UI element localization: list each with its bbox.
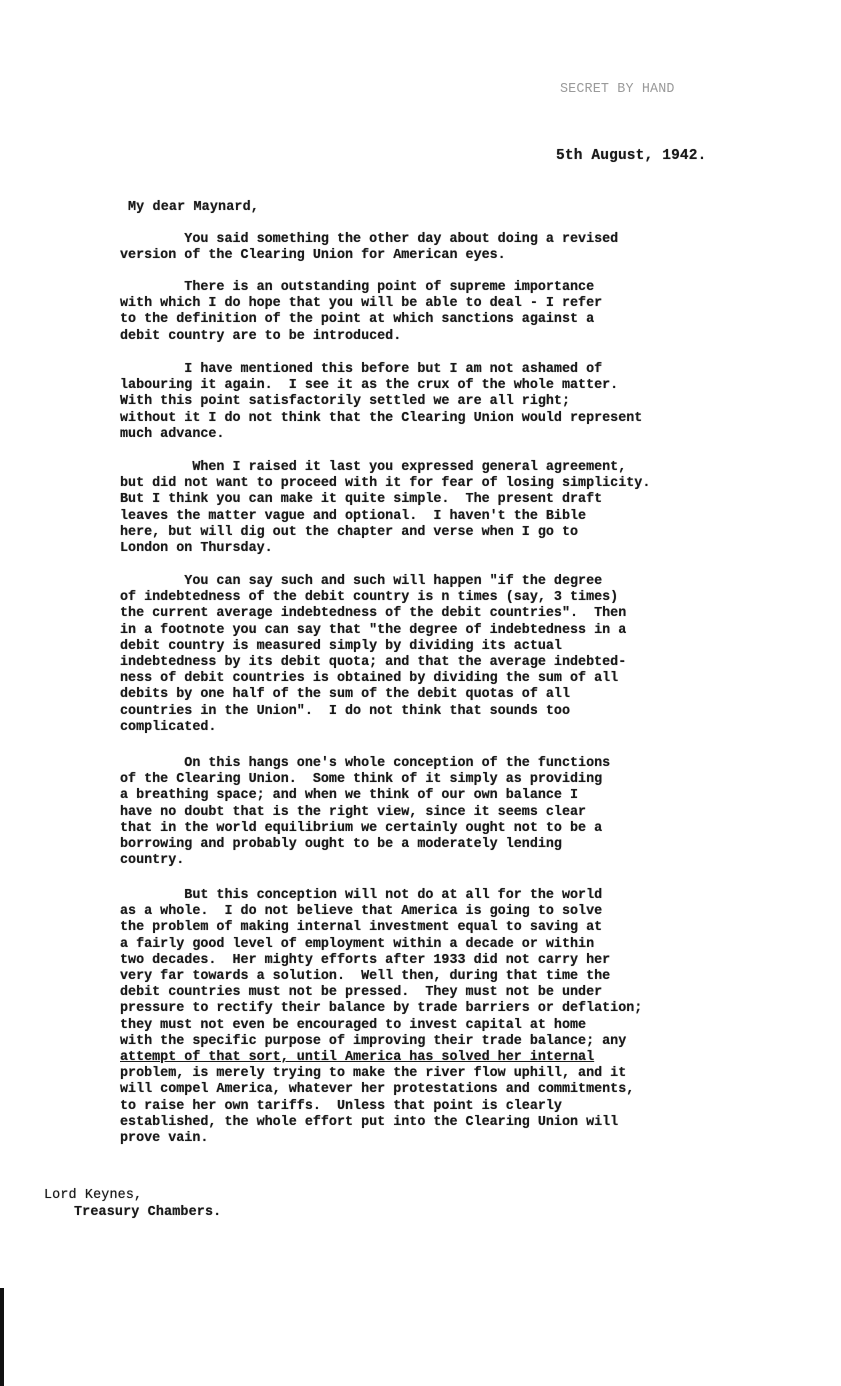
paragraph-line: London on Thursday. [120,541,273,557]
paragraph-line: the problem of making internal investment equal to saving at [120,920,603,936]
paragraph-line: as a whole. I do not believe that America is going to solve [120,904,603,920]
paragraph-line: I have mentioned this before but I am not ashamed of [120,362,603,377]
paragraph-line: much advance. [120,426,225,442]
paragraph-4 [120,460,770,557]
paragraph-line: with the specific purpose of improving their trade balance; any [120,1033,627,1049]
paragraph-line: the current average indebtedness of the debit countries". Then [120,606,627,622]
paragraph-line: country. [120,853,185,869]
paragraph-line: have no doubt that is the right view, since it seems clear [120,804,587,820]
paragraph-line: You can say such and such will happen "if the degree [120,574,603,589]
paragraph-line: a breathing space; and when we think of our own balance I [120,788,579,804]
paragraph-line: You said something the other day about doing a revised [120,232,619,247]
paragraph-line: pressure to rectify their balance by trade barriers or deflation; [120,1001,643,1017]
paragraph-6 [120,756,770,869]
paragraph-line: version of the Clearing Union for American eyes. [120,248,506,264]
paragraph-line: prove vain. [120,1131,209,1147]
paragraph-line: indebtedness by its debit quota; and that the average indebted- [120,655,627,671]
paragraph-2 [120,280,770,345]
paragraph-line: debit country is measured simply by dividing its actual [120,638,562,654]
paragraph-line: With this point satisfactorily settled we are all right; [120,394,570,410]
paragraph-line: borrowing and probably ought to be a moderately lending [120,837,562,853]
paragraph-line: debit countries must not be pressed. They must not be under [120,985,603,1001]
paragraph-line: that in the world equilibrium we certainly ought not to be a [120,820,603,836]
paragraph-line: to raise her own tariffs. Unless that point is clearly [120,1098,562,1114]
paragraph-line: in a footnote you can say that "the degree of indebtedness in a [120,622,627,638]
paragraph-line: problem, is merely trying to make the river flow uphill, and it [120,1066,627,1082]
paragraph-line: complicated. [120,719,217,735]
addressee-name: Lord Keynes, [44,1188,143,1203]
paragraph-line: ness of debit countries is obtained by dividing the sum of all [120,671,619,687]
paragraph-line: debit country are to be introduced. [120,328,402,344]
paragraph-line: two decades. Her mighty efforts after 1933 did not carry her [120,952,611,968]
addressee-address: Treasury Chambers. [74,1205,222,1220]
paragraph-line: established, the whole effort put into the Clearing Union will [120,1114,619,1130]
paragraph-line: But I think you can make it quite simple. The present draft [120,492,603,508]
paragraph-line: of indebtedness of the debit country is n times (say, 3 times) [120,590,619,606]
paragraph-line: with which I do hope that you will be able to deal - I refer [120,296,603,312]
paragraph-line: will compel America, whatever her protestations and commitments, [120,1082,635,1098]
salutation: My dear Maynard, [128,200,259,215]
paragraph-line: There is an outstanding point of supreme importance [120,280,595,295]
paragraph-line: But this conception will not do at all for the world [120,888,603,903]
paragraph-line: without it I do not think that the Clearing Union would represent [120,410,643,426]
paragraph-line-underlined: attempt of that sort, until America has solved her internal [120,1050,595,1066]
reference-header: SECRET BY HAND [560,82,675,97]
paragraph-line: but did not want to proceed with it for fear of losing simplicity. [120,476,651,492]
letter-date: 5th August, 1942. [556,148,707,164]
paragraph-line: to the definition of the point at which sanctions against a [120,312,595,328]
scan-edge-mark [0,1288,4,1386]
paragraph-line: they must not even be encouraged to invest capital at home [120,1017,587,1033]
paragraph-line: countries in the Union". I do not think that sounds too [120,703,570,719]
paragraph-7 [120,888,770,1147]
paragraph-3 [120,362,770,443]
paragraph-5 [120,574,770,736]
paragraph-line: labouring it again. I see it as the crux of the whole matter. [120,378,619,394]
paragraph-line: debits by one half of the sum of the debit quotas of all [120,687,570,703]
paragraph-line: a fairly good level of employment within a decade or within [120,936,595,952]
paragraph-line: very far towards a solution. Well then, during that time the [120,969,611,985]
paragraph-line: When I raised it last you expressed general agreement, [120,460,627,475]
paragraph-line: On this hangs one's whole conception of the functions [120,756,611,771]
paragraph-line: of the Clearing Union. Some think of it simply as providing [120,772,603,788]
paragraph-line: leaves the matter vague and optional. I haven't the Bible [120,508,587,524]
paragraph-line: here, but will dig out the chapter and verse when I go to [120,524,579,540]
paragraph-1 [120,232,770,264]
